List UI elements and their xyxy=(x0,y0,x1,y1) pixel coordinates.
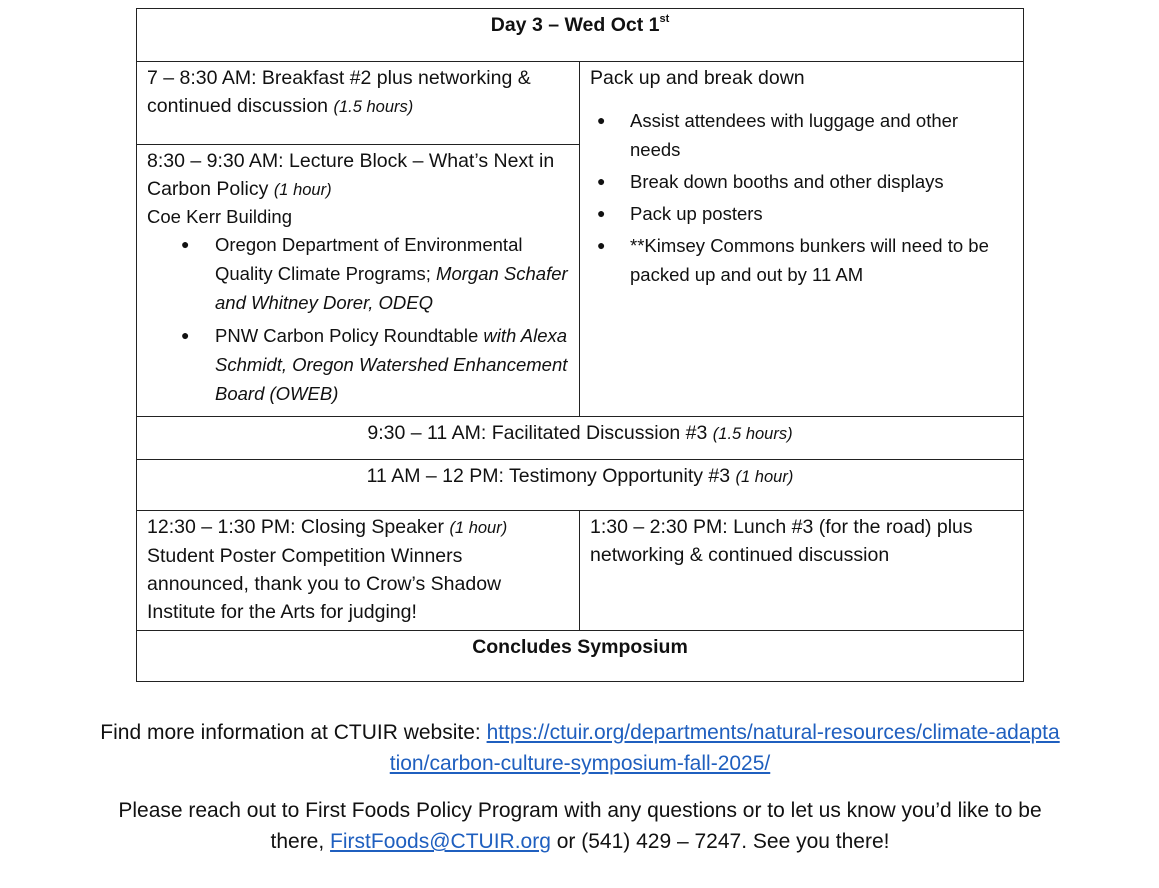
lecture-location: Coe Kerr Building xyxy=(147,206,292,227)
list-item: ● Assist attendees with luggage and other needs xyxy=(590,106,1013,164)
closing-duration: (1 hour) xyxy=(449,519,508,537)
day-title xyxy=(137,9,1024,62)
bullet-icon: ● xyxy=(597,173,606,189)
pack-up-title: Pack up and break down xyxy=(590,67,805,89)
bullet-icon: ● xyxy=(597,205,606,221)
closing-text: Student Poster Competition Winners announced, thank you to Crow’s Shadow Institute for the Arts for judging! xyxy=(147,545,502,623)
contact-paragraph: Please reach out to First Foods Policy Program with any questions or to let us know you’d like to be there, FirstFoods@CTUIR.org or (541) 429 – 7247. See you there! xyxy=(118,799,1042,853)
bullet-icon: ● xyxy=(597,112,606,128)
testimony-row xyxy=(137,460,1024,511)
discussion-cell: 9:30 – 11 AM: Facilitated Discussion #3 (1.5 hours) xyxy=(137,417,1024,460)
breakfast-row xyxy=(137,62,1024,145)
breakfast-cell xyxy=(137,62,580,145)
list-item: ● Pack up posters xyxy=(590,199,1013,228)
testimony-cell: 11 AM – 12 PM: Testimony Opportunity #3 (1 hour) xyxy=(137,460,1024,511)
breakfast-duration: (1.5 hours) xyxy=(333,98,414,116)
day-title-text: Day 3 – Wed Oct 1 xyxy=(490,14,660,36)
closing-row xyxy=(137,511,1024,631)
concludes-cell: Concludes Symposium xyxy=(137,631,1024,682)
list-item: ● **Kimsey Commons bunkers will need to be packed up and out by 11 AM xyxy=(590,231,1013,289)
testimony-duration: (1 hour) xyxy=(735,468,794,486)
header-row xyxy=(137,9,1024,62)
bullet-icon: ● xyxy=(597,237,606,253)
info-paragraph: Find more information at CTUIR website: https://ctuir.org/departments/natural-resources/climate-adaptation/carbon-culture-symposium-fall-2025/ xyxy=(100,721,1060,775)
lecture-title: 8:30 – 9:30 AM: Lecture Block – What’s Next in Carbon Policy (1 hour) xyxy=(147,150,555,200)
bullet-icon: ● xyxy=(181,327,190,343)
ctuir-website-link[interactable]: https://ctuir.org/departments/natural-resources/climate-adaptation/carbon-culture-symposium-fall-2025/ xyxy=(389,721,1060,775)
list-item: ● Break down booths and other displays xyxy=(590,167,1013,196)
email-link[interactable]: FirstFoods@CTUIR.org xyxy=(330,830,551,853)
day-title-sup: st xyxy=(659,13,670,25)
discussion-row xyxy=(137,417,1024,460)
concludes-row xyxy=(137,631,1024,682)
list-item: ● PNW Carbon Policy Roundtable with Alexa Schmidt, Oregon Watershed Enhancement Board (OWEB) xyxy=(147,321,569,408)
breakfast-text: 7 – 8:30 AM: Breakfast #2 plus networking & continued discussion xyxy=(147,67,531,117)
day3-schedule-table xyxy=(136,8,1024,682)
lecture-cell xyxy=(137,145,580,417)
pack-up-cell xyxy=(580,62,1024,417)
lecture-duration: (1 hour) xyxy=(273,181,332,199)
closing-cell: 12:30 – 1:30 PM: Closing Speaker (1 hour) Student Poster Competition Winners announced, thank you to Crow’s Shadow Institute for the Arts for judging! xyxy=(137,511,580,631)
lunch-cell: 1:30 – 2:30 PM: Lunch #3 (for the road) plus networking & continued discussion xyxy=(580,511,1024,631)
lecture-list xyxy=(147,230,569,408)
bullet-icon: ● xyxy=(181,236,190,252)
discussion-duration: (1.5 hours) xyxy=(712,425,793,443)
pack-up-list xyxy=(590,106,1013,289)
list-item: ● Oregon Department of Environmental Quality Climate Programs; Morgan Schafer and Whitney Dorer, ODEQ xyxy=(147,230,569,317)
